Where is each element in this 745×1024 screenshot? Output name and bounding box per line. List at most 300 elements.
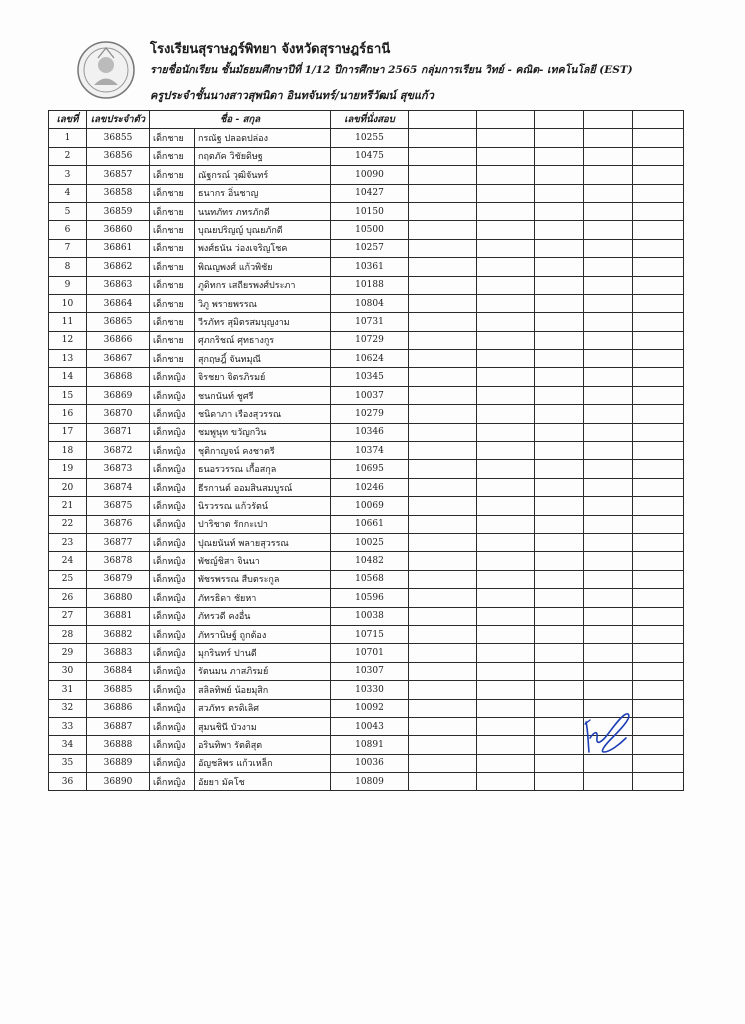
student-name: พงศ์ธนัน ว่องเจริญโชค [195,239,331,257]
exam-seat-number: 10568 [331,570,409,588]
blank-cell [535,147,584,165]
row-number: 14 [49,368,87,386]
blank-cell [409,736,477,754]
blank-cell [584,442,633,460]
student-name: นิรวรรณ แก้วรัตน์ [195,497,331,515]
col-header-blank [584,111,633,129]
col-header-blank [535,111,584,129]
exam-seat-number: 10374 [331,442,409,460]
blank-cell [535,515,584,533]
student-name: พัชรพรรณ สืบตระกูล [195,570,331,588]
blank-cell [633,460,684,478]
student-name: พัชญ์ชิสา จินนา [195,552,331,570]
student-name: ภูดิทกร เสถียรพงศ์ประภา [195,276,331,294]
table-row [49,478,684,496]
blank-cell [584,166,633,184]
row-number: 20 [49,478,87,496]
name-prefix: เด็กหญิง [150,460,195,478]
row-number: 1 [49,129,87,147]
exam-seat-number: 10624 [331,350,409,368]
student-id: 36873 [87,460,150,478]
name-prefix: เด็กชาย [150,239,195,257]
blank-cell [633,773,684,791]
blank-cell [535,258,584,276]
blank-cell [477,699,535,717]
blank-cell [477,239,535,257]
student-name: วิภู พรายพรรณ [195,294,331,312]
name-prefix: เด็กหญิง [150,478,195,496]
table-row [49,552,684,570]
blank-cell [633,313,684,331]
exam-seat-number: 10307 [331,662,409,680]
name-prefix: เด็กชาย [150,276,195,294]
student-name: ภัทรานิษฐ์ ถูกต้อง [195,625,331,643]
student-id: 36889 [87,754,150,772]
name-prefix: เด็กหญิง [150,423,195,441]
blank-cell [477,773,535,791]
student-name: ชุติกาญจน์ คงชาตรี [195,442,331,460]
name-prefix: เด็กหญิง [150,699,195,717]
student-name: นนทภัทร ภทรภักดี [195,202,331,220]
student-name: บุณยปริญญ์ บุณยภักดี [195,221,331,239]
blank-cell [633,515,684,533]
student-id: 36874 [87,478,150,496]
student-id: 36860 [87,221,150,239]
blank-cell [477,497,535,515]
student-id: 36879 [87,570,150,588]
blank-cell [535,570,584,588]
exam-seat-number: 10330 [331,681,409,699]
name-prefix: เด็กหญิง [150,607,195,625]
student-id: 36882 [87,625,150,643]
exam-seat-number: 10475 [331,147,409,165]
row-number: 6 [49,221,87,239]
student-name: ภัทรวดี คงอื่น [195,607,331,625]
blank-cell [477,221,535,239]
blank-cell [477,276,535,294]
exam-seat-number: 10025 [331,533,409,551]
student-id: 36877 [87,533,150,551]
name-prefix: เด็กหญิง [150,515,195,533]
table-row [49,607,684,625]
blank-cell [477,331,535,349]
blank-cell [535,331,584,349]
blank-cell [633,570,684,588]
blank-cell [633,533,684,551]
table-row [49,202,684,220]
blank-cell [477,478,535,496]
exam-seat-number: 10090 [331,166,409,184]
exam-seat-number: 10069 [331,497,409,515]
blank-cell [584,405,633,423]
blank-cell [633,239,684,257]
blank-cell [535,221,584,239]
student-name: สลิลทิพย์ น้อยมุสิก [195,681,331,699]
school-seal-logo [76,40,136,100]
blank-cell [535,736,584,754]
blank-cell [535,129,584,147]
blank-cell [477,533,535,551]
blank-cell [584,607,633,625]
blank-cell [633,717,684,735]
blank-cell [409,644,477,662]
student-id: 36867 [87,350,150,368]
blank-cell [409,478,477,496]
student-id: 36857 [87,166,150,184]
col-header-name: ชื่อ - สกุล [150,111,331,129]
blank-cell [584,258,633,276]
blank-cell [584,423,633,441]
row-number: 13 [49,350,87,368]
name-prefix: เด็กหญิง [150,533,195,551]
blank-cell [409,681,477,699]
blank-cell [584,239,633,257]
blank-cell [633,644,684,662]
blank-cell [477,754,535,772]
student-name: รัตนมน ภาสภิรมย์ [195,662,331,680]
homeroom-teachers: ครูประจำชั้นนางสาวสุพนิดา อินทจันทร์/นายหรีวัฒน์ สุขแก้ว [150,89,434,102]
table-row [49,294,684,312]
blank-cell [409,331,477,349]
row-number: 10 [49,294,87,312]
name-prefix: เด็กชาย [150,202,195,220]
table-row [49,497,684,515]
student-id: 36862 [87,258,150,276]
name-prefix: เด็กหญิง [150,589,195,607]
blank-cell [477,607,535,625]
row-number: 31 [49,681,87,699]
table-row [49,662,684,680]
blank-cell [477,460,535,478]
blank-cell [535,294,584,312]
exam-seat-number: 10427 [331,184,409,202]
blank-cell [584,497,633,515]
blank-cell [584,570,633,588]
student-id: 36883 [87,644,150,662]
blank-cell [633,221,684,239]
blank-cell [633,166,684,184]
blank-cell [584,681,633,699]
student-id: 36872 [87,442,150,460]
blank-cell [409,625,477,643]
blank-cell [477,515,535,533]
blank-cell [633,386,684,404]
student-name: กรณัฐ ปลอดปล่อง [195,129,331,147]
blank-cell [584,533,633,551]
student-id: 36871 [87,423,150,441]
student-name: ธนอรวรรณ เกื้อสกุล [195,460,331,478]
table-row [49,460,684,478]
exam-seat-number: 10804 [331,294,409,312]
blank-cell [409,350,477,368]
blank-cell [584,644,633,662]
blank-cell [409,313,477,331]
school-name: โรงเรียนสุราษฎร์พิทยา จังหวัดสุราษฎร์ธานี [150,42,391,57]
name-prefix: เด็กชาย [150,184,195,202]
exam-seat-number: 10482 [331,552,409,570]
blank-cell [633,552,684,570]
blank-cell [409,717,477,735]
row-number: 19 [49,460,87,478]
table-row [49,276,684,294]
handwritten-signature [582,708,634,760]
blank-cell [477,202,535,220]
col-header-number: เลขที่ [49,111,87,129]
blank-cell [477,166,535,184]
blank-cell [477,423,535,441]
exam-seat-number: 10361 [331,258,409,276]
blank-cell [633,350,684,368]
blank-cell [477,681,535,699]
blank-cell [633,607,684,625]
blank-cell [633,589,684,607]
blank-cell [535,184,584,202]
blank-cell [633,202,684,220]
name-prefix: เด็กหญิง [150,773,195,791]
student-roster-table [48,110,684,791]
student-name: ปาริชาต รักกะเปา [195,515,331,533]
blank-cell [535,478,584,496]
student-name: ชมพูนุท ขวัญกวิน [195,423,331,441]
col-header-blank [477,111,535,129]
blank-cell [633,625,684,643]
student-id: 36863 [87,276,150,294]
blank-cell [409,184,477,202]
table-row [49,423,684,441]
row-number: 24 [49,552,87,570]
blank-cell [409,515,477,533]
row-number: 23 [49,533,87,551]
student-id: 36890 [87,773,150,791]
row-number: 36 [49,773,87,791]
student-name: อัญชลิพร แก้วเหล็ก [195,754,331,772]
student-id: 36888 [87,736,150,754]
blank-cell [633,497,684,515]
blank-cell [584,368,633,386]
blank-cell [477,368,535,386]
blank-cell [633,258,684,276]
student-name: มุกรินทร์ ปานดี [195,644,331,662]
blank-cell [535,497,584,515]
blank-cell [535,662,584,680]
row-number: 35 [49,754,87,772]
table-row [49,239,684,257]
row-number: 15 [49,386,87,404]
name-prefix: เด็กชาย [150,221,195,239]
blank-cell [409,497,477,515]
blank-cell [535,533,584,551]
row-number: 4 [49,184,87,202]
blank-cell [535,589,584,607]
row-number: 7 [49,239,87,257]
blank-cell [584,147,633,165]
exam-seat-number: 10043 [331,717,409,735]
blank-cell [584,202,633,220]
blank-cell [535,460,584,478]
blank-cell [409,166,477,184]
blank-cell [409,147,477,165]
student-name: ชนิดาภา เรืองสุวรรณ [195,405,331,423]
table-row [49,313,684,331]
row-number: 17 [49,423,87,441]
table-row [49,221,684,239]
table-row [49,644,684,662]
student-id: 36855 [87,129,150,147]
col-header-student-id: เลขประจำตัว [87,111,150,129]
blank-cell [477,386,535,404]
table-row [49,533,684,551]
student-name: ธนากร อิ่นชาญ [195,184,331,202]
name-prefix: เด็กหญิง [150,405,195,423]
blank-cell [633,368,684,386]
blank-cell [633,184,684,202]
row-number: 28 [49,625,87,643]
blank-cell [633,294,684,312]
blank-cell [633,699,684,717]
document-subtitle: รายชื่อนักเรียน ชั้นมัธยมศึกษาปีที่ 1/12 ปีการศึกษา 2565 กลุ่มการเรียน วิทย์ - คณิต- เทคโนโลยี (EST) [150,64,633,76]
row-number: 30 [49,662,87,680]
row-number: 22 [49,515,87,533]
blank-cell [409,405,477,423]
table-row [49,570,684,588]
student-name: ปุณยนันท์ พลายสุวรรณ [195,533,331,551]
table-row [49,258,684,276]
name-prefix: เด็กชาย [150,350,195,368]
exam-seat-number: 10695 [331,460,409,478]
blank-cell [584,662,633,680]
exam-seat-number: 10596 [331,589,409,607]
blank-cell [584,350,633,368]
blank-cell [409,258,477,276]
exam-seat-number: 10037 [331,386,409,404]
exam-seat-number: 10809 [331,773,409,791]
blank-cell [584,276,633,294]
row-number: 27 [49,607,87,625]
name-prefix: เด็กหญิง [150,625,195,643]
exam-seat-number: 10150 [331,202,409,220]
blank-cell [584,589,633,607]
student-id: 36856 [87,147,150,165]
name-prefix: เด็กหญิง [150,754,195,772]
blank-cell [535,625,584,643]
row-number: 26 [49,589,87,607]
student-id: 36886 [87,699,150,717]
table-row [49,166,684,184]
name-prefix: เด็กชาย [150,258,195,276]
blank-cell [477,147,535,165]
exam-seat-number: 10345 [331,368,409,386]
blank-cell [477,258,535,276]
blank-cell [633,331,684,349]
blank-cell [633,754,684,772]
row-number: 11 [49,313,87,331]
exam-seat-number: 10038 [331,607,409,625]
student-id: 36859 [87,202,150,220]
blank-cell [535,773,584,791]
row-number: 9 [49,276,87,294]
blank-cell [409,294,477,312]
student-name: สุกฤษฎิ์ จันทมุณี [195,350,331,368]
blank-cell [633,147,684,165]
name-prefix: เด็กชาย [150,129,195,147]
blank-cell [535,552,584,570]
blank-cell [409,460,477,478]
student-id: 36884 [87,662,150,680]
blank-cell [535,423,584,441]
blank-cell [584,460,633,478]
row-number: 25 [49,570,87,588]
blank-cell [477,589,535,607]
name-prefix: เด็กหญิง [150,552,195,570]
blank-cell [477,405,535,423]
table-row [49,147,684,165]
blank-cell [584,552,633,570]
blank-cell [477,662,535,680]
blank-cell [409,129,477,147]
blank-cell [633,662,684,680]
blank-cell [584,184,633,202]
blank-cell [409,552,477,570]
col-header-blank [409,111,477,129]
student-id: 36875 [87,497,150,515]
blank-cell [535,681,584,699]
exam-seat-number: 10346 [331,423,409,441]
blank-cell [535,313,584,331]
table-row [49,625,684,643]
blank-cell [477,644,535,662]
table-row [49,442,684,460]
blank-cell [409,368,477,386]
name-prefix: เด็กหญิง [150,386,195,404]
blank-cell [633,478,684,496]
blank-cell [633,442,684,460]
blank-cell [409,386,477,404]
student-name: จิรชยา จิตรภิรมย์ [195,368,331,386]
exam-seat-number: 10188 [331,276,409,294]
exam-seat-number: 10246 [331,478,409,496]
student-name: อรินทิพา รัตติสุต [195,736,331,754]
blank-cell [535,386,584,404]
blank-cell [409,662,477,680]
exam-seat-number: 10279 [331,405,409,423]
blank-cell [633,129,684,147]
row-number: 33 [49,717,87,735]
table-row [49,405,684,423]
row-number: 8 [49,258,87,276]
blank-cell [535,717,584,735]
name-prefix: เด็กหญิง [150,717,195,735]
blank-cell [477,625,535,643]
blank-cell [409,607,477,625]
blank-cell [535,202,584,220]
name-prefix: เด็กชาย [150,166,195,184]
student-id: 36870 [87,405,150,423]
blank-cell [584,331,633,349]
table-row [49,681,684,699]
blank-cell [477,294,535,312]
name-prefix: เด็กหญิง [150,497,195,515]
student-name: สุมนชินี บัวงาม [195,717,331,735]
name-prefix: เด็กหญิง [150,662,195,680]
student-id: 36876 [87,515,150,533]
table-row [49,386,684,404]
name-prefix: เด็กชาย [150,313,195,331]
exam-seat-number: 10092 [331,699,409,717]
table-row [49,184,684,202]
blank-cell [477,184,535,202]
blank-cell [535,166,584,184]
name-prefix: เด็กชาย [150,147,195,165]
